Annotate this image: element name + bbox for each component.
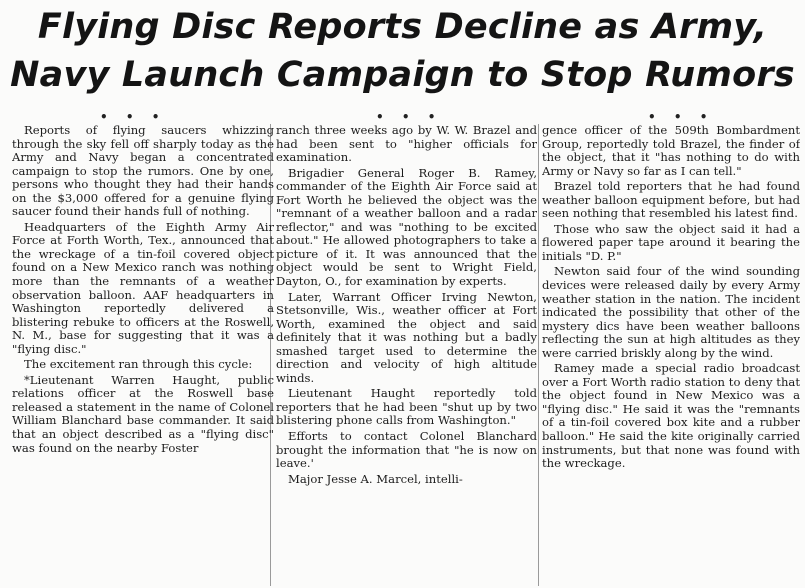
article-column-1 <box>12 124 274 588</box>
article-column-3 <box>542 124 800 588</box>
paragraph: Brigadier General Roger B. Ramey, commander of the Eighth Air Force said at Fort Worth he believed the object was the "remnant of a weather balloon and a radar reflector," and was "nothing to be excited about." He allowed photographers to take a picture of it. It was announced that the object would be sent to Wright Field, Dayton, O., for examination by experts. <box>276 165 537 289</box>
paragraph: The excitement ran through this cycle: <box>24 357 253 372</box>
paragraph: ranch three weeks ago by W. W. Brazel and had been sent to "higher officials for examination. <box>276 124 537 165</box>
paragraph: Newton said four of the wind sounding devices were released daily by every Army weather station in the nation. The incident indicated the possibility that other of the mystery dics have been weather balloons reflecting the sun at high altitudes as they were carried briskly along by the wind. <box>542 264 800 360</box>
paragraph: gence officer of the 509th Bombardment Group, reportedly told Brazel, the finder of the object, that it "has nothing to do with Army or Navy so far as I can tell." <box>542 124 800 178</box>
paragraph: *Lieutenant Warren Haught, public relations officer at the Roswell base released a statement in the name of Colonel William Blanchard base commander. It said that an object described as a "flying disc" was found on the nearby Foster <box>12 372 274 455</box>
paragraph: Those who saw the object said it had a flowered paper tape around it bearing the initials "D. P." <box>542 221 800 263</box>
article-column-2 <box>276 124 537 588</box>
separator-dots-left: • • • <box>100 110 167 124</box>
separator-dots-center: • • • <box>376 110 443 124</box>
paragraph: Ramey made a special radio broadcast over a Fort Worth radio station to deny that the object found in New Mexico was a "flying disc." He said it was the "remnants of a tin-foil covered box kite and a rubber balloon." He said the kite originally carried instruments, but that none was found with the wreckage. <box>542 361 800 471</box>
paragraph: Major Jesse A. Marcel, intelli- <box>288 471 463 486</box>
headline-line-1: Flying Disc Reports Decline as Army, <box>37 7 768 47</box>
paragraph: Lieutenant Haught reportedly told reporters that he had been "shut up by two blistering phone calls from Washington." <box>276 386 537 428</box>
paragraph: Headquarters of the Eighth Army Air Force at Forth Worth, Tex., announced that the wreckage of a tin-foil covered object found on a New Mexico ranch was nothing more than the remnants of a weather observation balloon. AAF headquarters in Washington reportedly delivered a blistering rebuke to officers at the Roswell, N. M., base for suggesting that it was a "flying disc." <box>12 219 274 356</box>
headline-line-2: Navy Launch Campaign to Stop Rumors <box>10 55 795 95</box>
separator-dots-right: • • • <box>648 110 715 124</box>
headline <box>0 0 805 95</box>
paragraph: Later, Warrant Officer Irving Newton, Stetsonville, Wis., weather officer at Fort Worth, examined the object and said definitely that it was nothing but a badly smashed target used to determine the direction and velocity of high altitude winds. <box>276 289 537 385</box>
paragraph: Reports of flying saucers whizzing through the sky fell off sharply today as the Army and Navy began a concentrated campaign to stop the rumors. One by one, persons who thought they had their hands on the $3,000 offered for a genuine flying saucer found their hands full of nothing. <box>12 124 274 219</box>
column-rule-2 <box>538 124 539 586</box>
paragraph: Brazel told reporters that he had found weather balloon equipment before, but had seen nothing that resembled his latest find. <box>542 179 800 221</box>
paragraph: Efforts to contact Colonel Blanchard brought the information that "he is now on leave.' <box>276 429 537 471</box>
